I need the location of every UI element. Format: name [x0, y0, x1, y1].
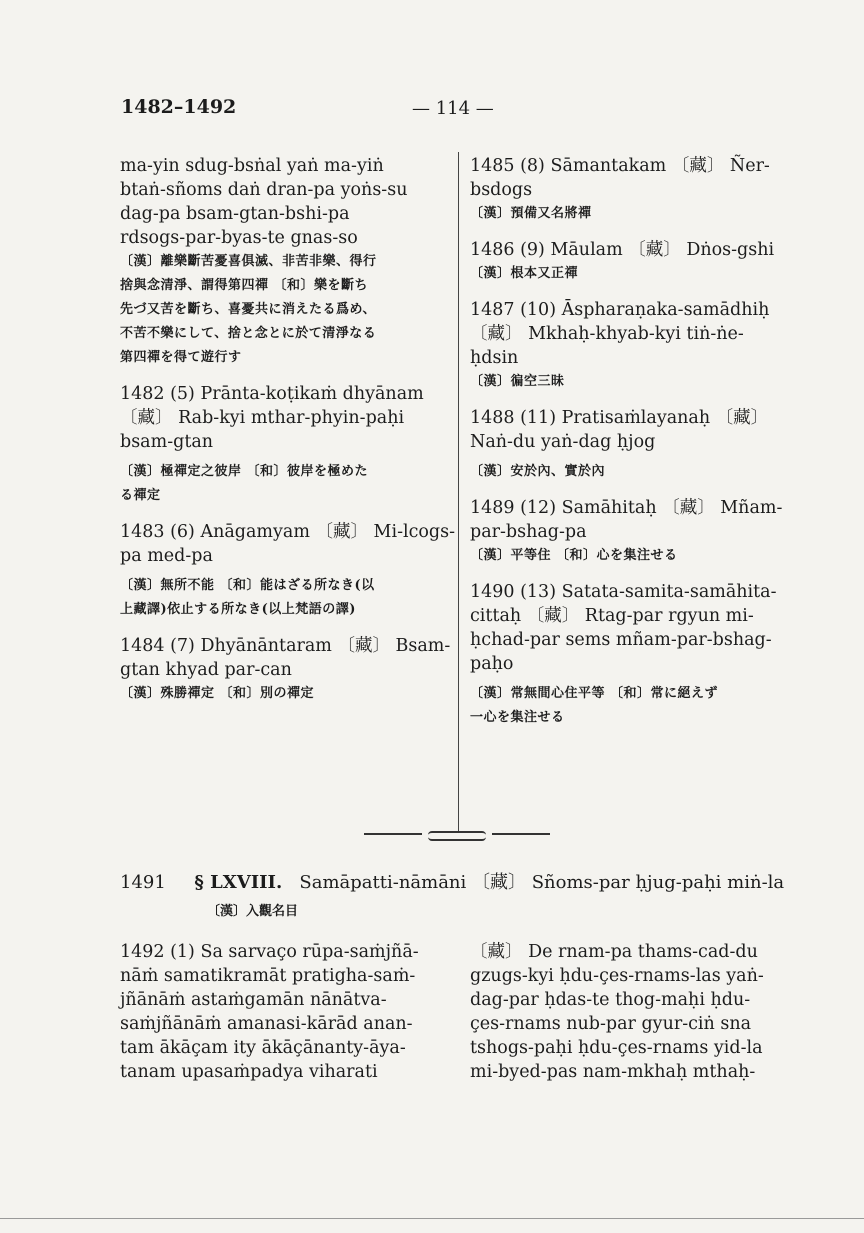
text-line: 1482 (5) Prānta-koṭikaṁ dhyānam	[120, 384, 424, 404]
text-line: btaṅ-sñoms daṅ dran-pa yoṅs-su	[120, 180, 408, 200]
text-line: ma-yin sdug-bsṅal yaṅ ma-yiṅ	[120, 156, 384, 176]
text-line: bsam-gtan	[120, 432, 214, 452]
section-mark: § LXVIII.	[194, 872, 283, 893]
page-edge-line	[0, 1218, 864, 1219]
text-line: tshogs-paḥi ḥdu-çes-rnams yid-la	[470, 1038, 763, 1058]
section-title: Samāpatti-nāmāni 〔藏〕 Sñoms-par ḥjug-paḥi miṅ-la	[299, 872, 785, 893]
cjk-text-line: 先づ又苦を斷ち、喜憂共に消えたる爲め、	[120, 302, 376, 317]
spacer	[120, 370, 450, 382]
cjk-text-line: 一心を集注せる	[470, 710, 565, 725]
cjk-text-line: 〔漢〕極禪定之彼岸 〔和〕彼岸を極めた	[120, 464, 369, 479]
section-cjk-line: 〔漢〕入觀名目	[207, 904, 299, 919]
text-line: 1487 (10) Āspharaṇaka-samādhiḥ	[470, 300, 770, 320]
cjk-text-line: 不苦不樂にして、捨と念とに於て清淨なる	[120, 326, 377, 341]
page-number: — 114 —	[412, 98, 494, 119]
cjk-text-line: 捨與念清淨、謂得第四禪 〔和〕樂を斷ち	[120, 278, 369, 293]
cjk-text-line: 〔漢〕預備又名將禪	[470, 206, 592, 221]
left-column	[120, 154, 456, 706]
text-line: paḥo	[470, 654, 514, 674]
cjk-text-line: 〔漢〕殊勝禪定 〔和〕別の禪定	[120, 686, 315, 701]
cjk-text-line: 〔漢〕無所不能 〔和〕能はざる所なき(以	[120, 578, 375, 593]
spacer	[470, 568, 800, 580]
cjk-text-line: 〔漢〕根本又正禪	[470, 266, 579, 281]
cjk-text-line: 第四禪を得て遊行す	[120, 350, 242, 365]
spacer	[120, 508, 450, 520]
section-number: 1491	[120, 872, 166, 893]
cjk-text-line: る禪定	[120, 488, 161, 503]
text-line: saṁjñānāṁ amanasi-kārād anan-	[120, 1014, 413, 1034]
text-line: rdsogs-par-byas-te gnas-so	[120, 228, 358, 248]
text-line: 1492 (1) Sa sarvaço rūpa-saṁjñā-	[120, 942, 419, 962]
text-line: pa med-pa	[120, 546, 213, 566]
cjk-text-line: 〔漢〕徧空三昧	[470, 374, 565, 389]
text-line: dag-pa bsam-gtan-bshi-pa	[120, 204, 350, 224]
ornament-divider	[364, 826, 550, 846]
text-line: 1488 (11) Pratisaṁlayanaḥ 〔藏〕	[470, 408, 769, 428]
text-line: çes-rnams nub-par gyur-ciṅ sna	[470, 1014, 752, 1034]
text-line: 〔藏〕 Rab-kyi mthar-phyin-paḥi	[120, 408, 405, 428]
text-line: 1485 (8) Sāmantakam 〔藏〕 Ñer-	[470, 156, 770, 176]
text-line: mi-byed-pas nam-mkhaḥ mthaḥ-	[470, 1062, 756, 1082]
bottom-left-column	[120, 940, 458, 1084]
text-line: cittaḥ 〔藏〕 Rtag-par rgyun mi-	[470, 606, 754, 626]
section-heading	[120, 868, 784, 894]
cjk-text-line: 〔漢〕常無間心住平等 〔和〕常に絕えず	[470, 686, 719, 701]
text-line: 1489 (12) Samāhitaḥ 〔藏〕 Mñam-	[470, 498, 783, 518]
text-line: gzugs-kyi ḥdu-çes-rnams-las yaṅ-	[470, 966, 764, 986]
cjk-text-line: 〔漢〕平等住 〔和〕心を集注せる	[470, 548, 678, 563]
text-line: ḥchad-par sems mñam-par-bshag-	[470, 630, 772, 650]
column-divider	[458, 152, 459, 832]
text-line: par-bshag-pa	[470, 522, 587, 542]
right-column	[470, 154, 800, 730]
text-line: tam ākāçam ity ākāçānanty-āya-	[120, 1038, 406, 1058]
text-line: nāṁ samatikramāt pratigha-saṁ-	[120, 966, 416, 986]
text-line: Naṅ-du yaṅ-dag ḥjog	[470, 432, 656, 452]
cjk-text-line: 〔漢〕安於內、實於內	[470, 464, 606, 479]
text-line: jñānāṁ astaṁgamān nānātva-	[120, 990, 387, 1010]
text-line: 1486 (9) Māulam 〔藏〕 Dṅos-gshi	[470, 240, 775, 260]
spacer	[470, 226, 800, 238]
spacer	[470, 484, 800, 496]
entry-range: 1482–1492	[121, 96, 237, 118]
text-line: bsdogs	[470, 180, 533, 200]
text-line: tanam upasaṁpadya viharati	[120, 1062, 378, 1082]
text-line: ḥdsin	[470, 348, 519, 368]
spacer	[470, 394, 800, 406]
text-line: 〔藏〕 De rnam-pa thams-cad-du	[470, 942, 758, 962]
cjk-text-line: 上藏譯)依止する所なき(以上梵語の譯)	[120, 602, 356, 617]
text-line: 〔藏〕 Mkhaḥ-khyab-kyi tiṅ-ṅe-	[470, 324, 744, 344]
bottom-right-column	[470, 940, 810, 1084]
text-line: 1484 (7) Dhyānāntaram 〔藏〕 Bsam-	[120, 636, 451, 656]
text-line: 1490 (13) Satata-samita-samāhita-	[470, 582, 777, 602]
spacer	[470, 286, 800, 298]
text-line: 1483 (6) Anāgamyam 〔藏〕 Mi-lcogs-	[120, 522, 456, 542]
text-line: gtan khyad par-can	[120, 660, 292, 680]
cjk-text-line: 〔漢〕離樂斷苦憂喜俱滅、非苦非樂、得行	[120, 254, 377, 269]
text-line: dag-par ḥdas-te thog-maḥi ḥdu-	[470, 990, 751, 1010]
spacer	[120, 622, 450, 634]
